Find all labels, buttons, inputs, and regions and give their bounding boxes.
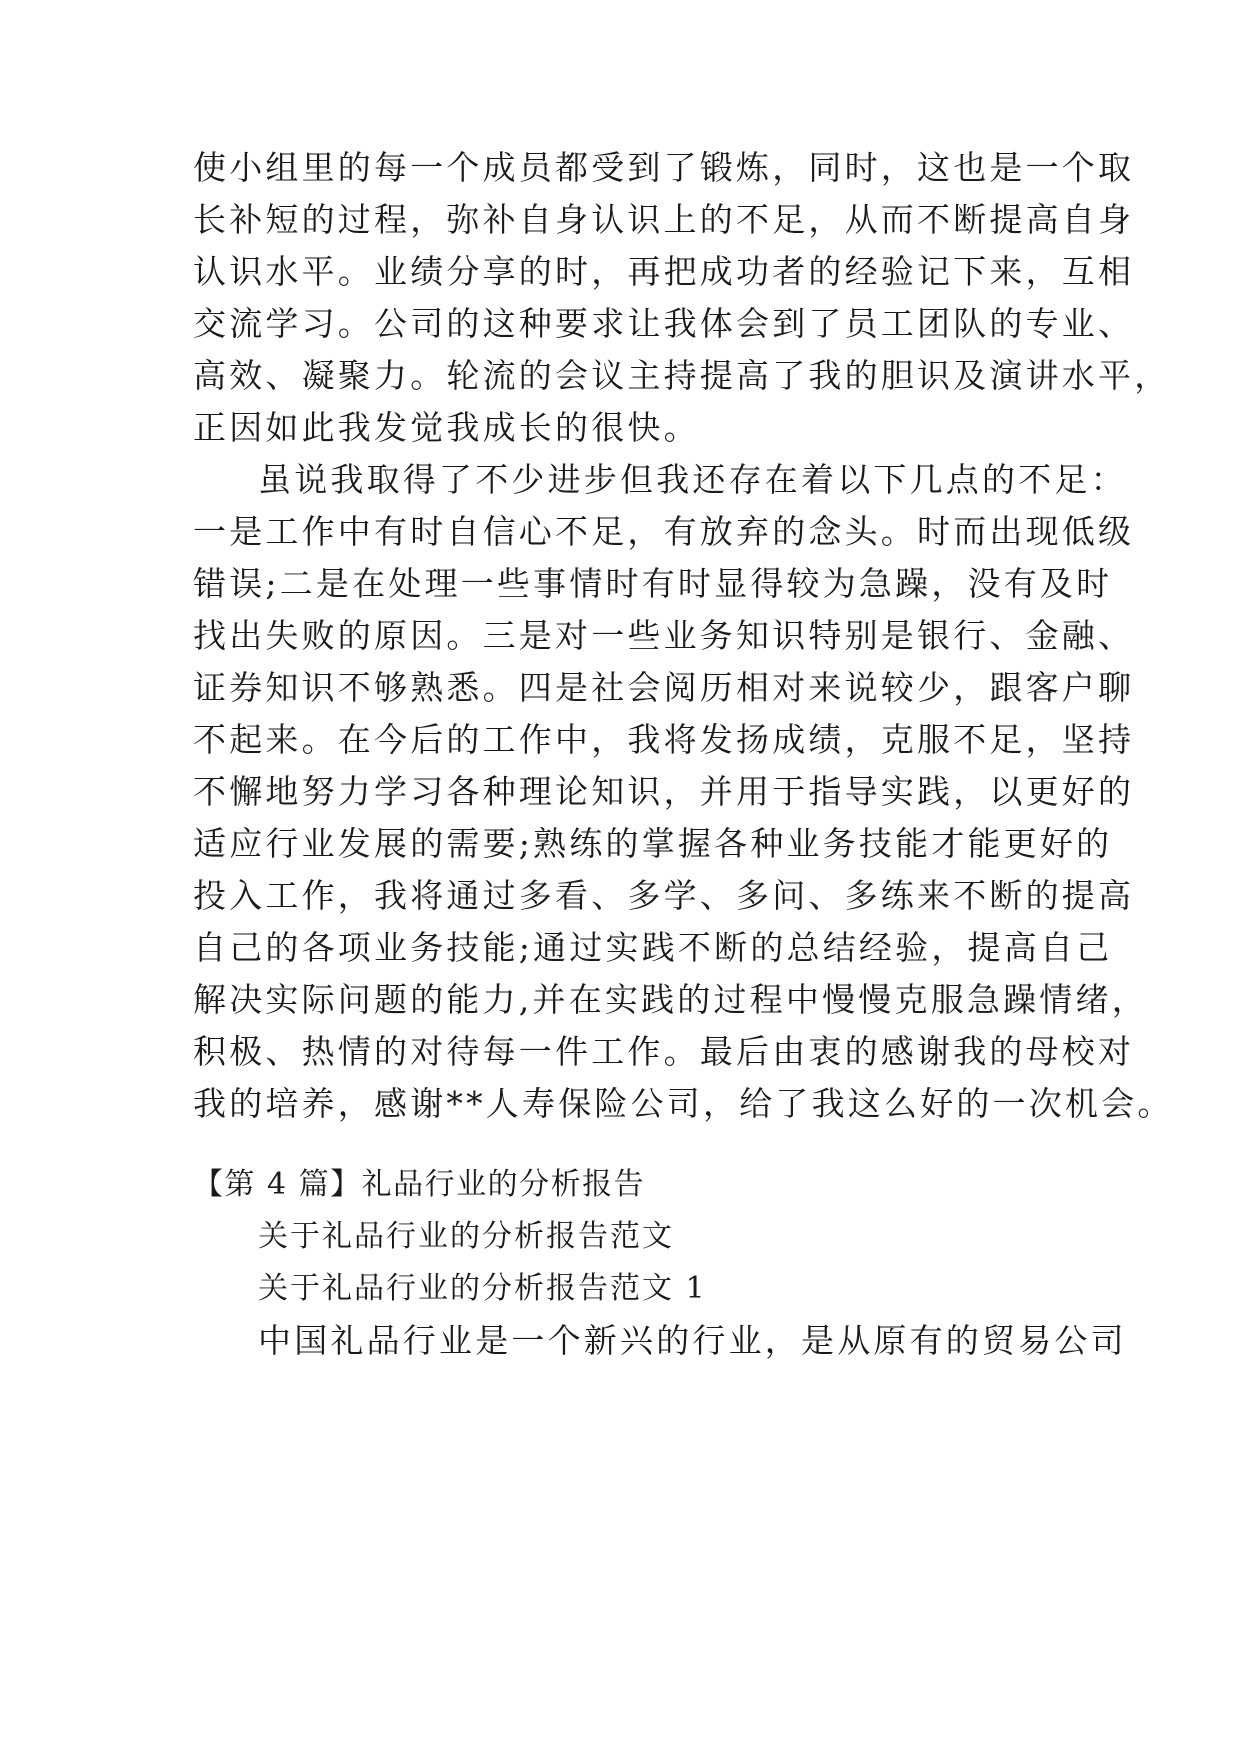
paragraph-2-line: 一是工作中有时自信心不足，有放弃的念头。时而出现低级 <box>193 512 1135 551</box>
paragraph-2-line: 积极、热情的对待每一件工作。最后由衷的感谢我的母校对 <box>193 1032 1135 1071</box>
paragraph-1-line: 交流学习。公司的这种要求让我体会到了员工团队的专业、 <box>193 304 1135 343</box>
paragraph-2-line: 证券知识不够熟悉。四是社会阅历相对来说较少，跟客户聊 <box>193 668 1135 707</box>
paragraph-2-line: 不起来。在今后的工作中，我将发扬成绩，克服不足，坚持 <box>193 720 1135 759</box>
paragraph-2-line: 我的培养，感谢**人寿保险公司，给了我这么好的一次机会。 <box>193 1084 1174 1123</box>
paragraph-1-line: 正因如此我发觉我成长的很快。 <box>193 408 700 447</box>
paragraph-2-line: 不懈地努力学习各种理论知识，并用于指导实践，以更好的 <box>193 772 1135 811</box>
paragraph-1-line: 高效、凝聚力。轮流的会议主持提高了我的胆识及演讲水平， <box>193 356 1171 395</box>
paragraph-2-line: 解决实际问题的能力,并在实践的过程中慢慢克服急躁情绪， <box>193 980 1148 1019</box>
paragraph-2-line: 错误;二是在处理一些事情时有时显得较为急躁，没有及时 <box>193 564 1113 603</box>
paragraph-2-line: 找出失败的原因。三是对一些业务知识特别是银行、金融、 <box>193 616 1135 655</box>
paragraph-3-line: 中国礼品行业是一个新兴的行业，是从原有的贸易公司 <box>258 1321 1127 1360</box>
paragraph-1-line: 使小组里的每一个成员都受到了锻炼，同时，这也是一个取 <box>193 148 1135 187</box>
section-heading: 【第 4 篇】礼品行业的分析报告 <box>193 1167 646 1202</box>
subtitle: 关于礼品行业的分析报告范文 <box>258 1219 674 1254</box>
paragraph-1-line: 认识水平。业绩分享的时，再把成功者的经验记下来，互相 <box>193 252 1135 291</box>
paragraph-2-line: 虽说我取得了不少进步但我还存在着以下几点的不足： <box>258 460 1127 499</box>
paragraph-1-line: 长补短的过程，弥补自身认识上的不足，从而不断提高自身 <box>193 200 1135 239</box>
paragraph-2-line: 投入工作，我将通过多看、多学、多问、多练来不断的提高 <box>193 876 1135 915</box>
paragraph-2-line: 适应行业发展的需要;熟练的掌握各种业务技能才能更好的 <box>193 824 1113 863</box>
subtitle: 关于礼品行业的分析报告范文 1 <box>258 1271 707 1306</box>
paragraph-2-line: 自己的各项业务技能;通过实践不断的总结经验，提高自己 <box>193 928 1113 967</box>
